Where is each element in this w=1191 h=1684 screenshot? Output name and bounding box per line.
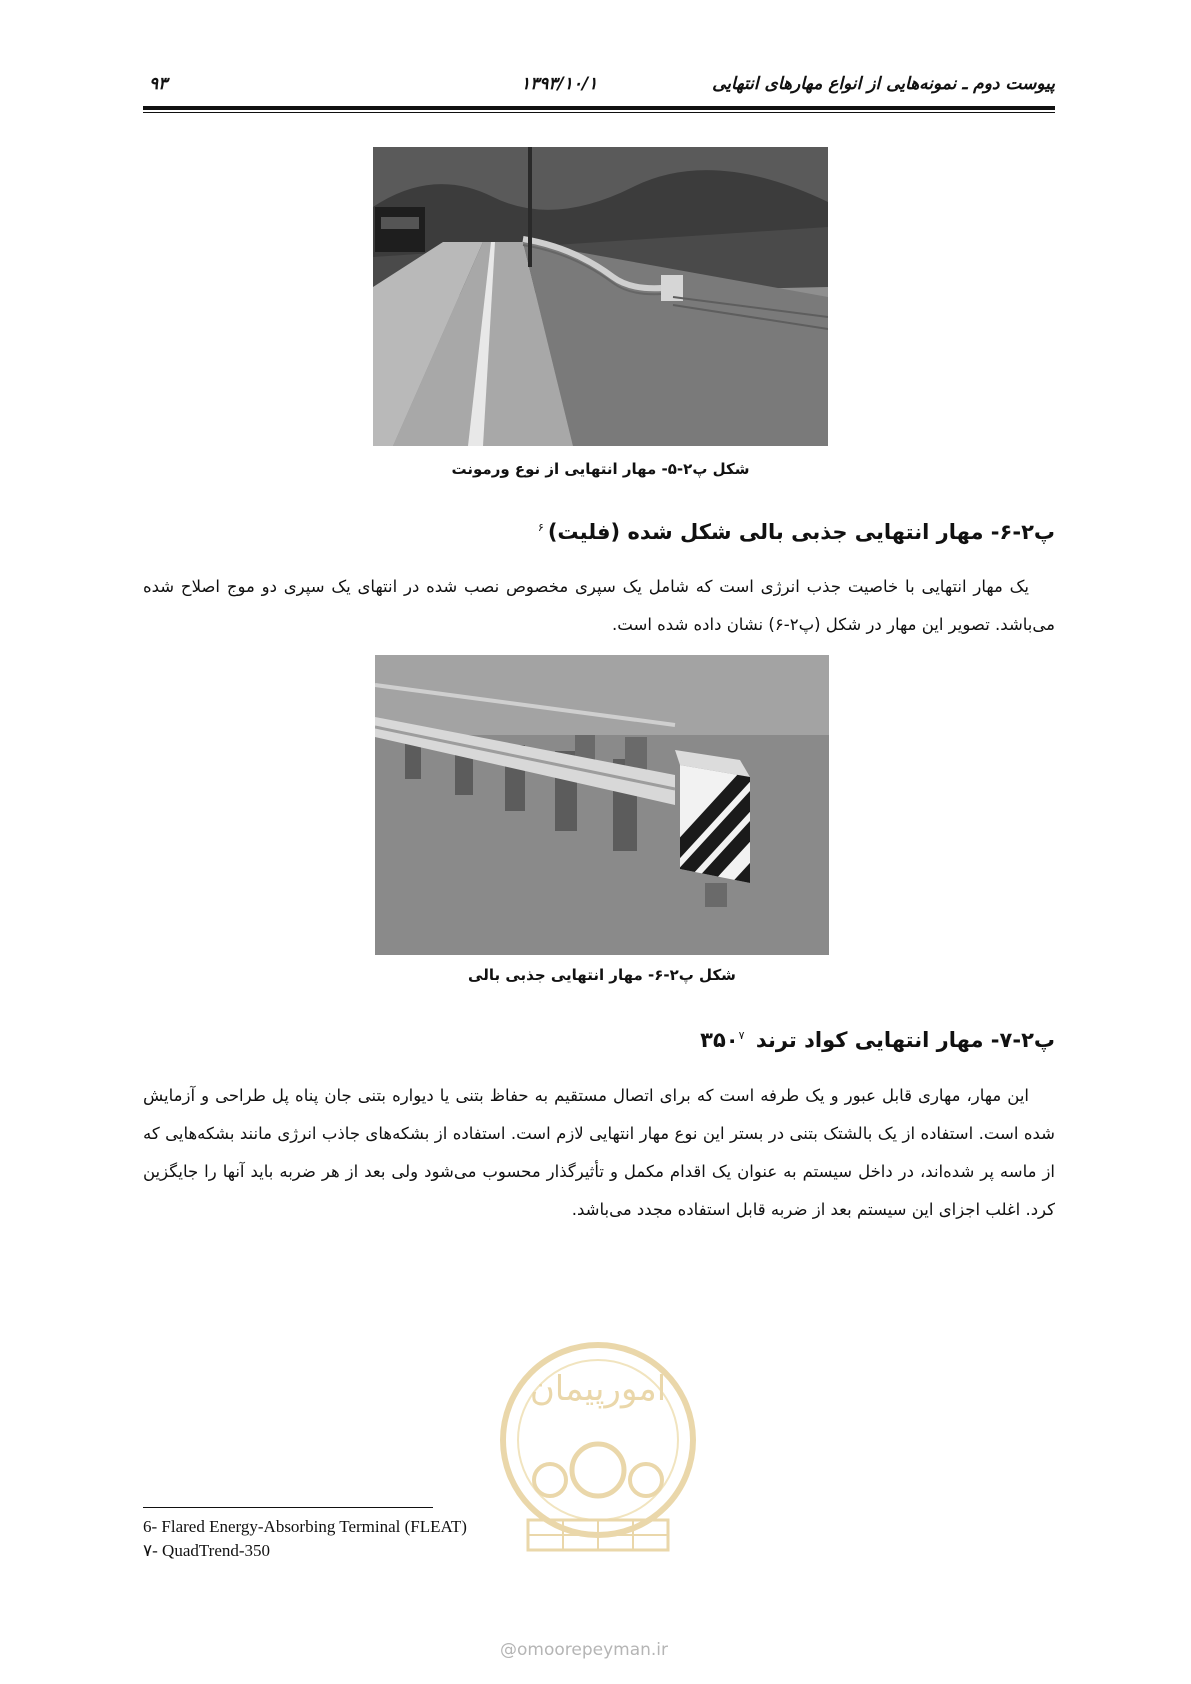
omoorepeyman-logo-watermark (488, 1330, 708, 1580)
section-6-paragraph: یک مهار انتهایی با خاصیت جذب انرژی است که شامل یک سپری مخصوص نصب شده در انتهای یک سپری دو موج اصلاح شده می‌باشد. تصویر این مهار در شکل (پ۲-۶) نشان داده شده است. (143, 577, 1055, 634)
section-7-heading (700, 1028, 1055, 1052)
header-rule-thick (143, 106, 1055, 110)
figure-2-caption: شکل پ۲-۶- مهار انتهایی جذبی بالی (468, 966, 736, 984)
figure-fleat-terminal-photo (375, 655, 829, 955)
page-header (143, 70, 1055, 106)
page-number: ۹۳ (149, 74, 168, 94)
section-6-heading-text: پ۲-۶- مهار انتهایی جذبی بالی شکل شده (فلیت) (547, 520, 1055, 544)
section-7-heading-text: پ۲-۷- مهار انتهایی کواد ترند ۳۵۰ (700, 1028, 1055, 1052)
figure-vermont-terminal-photo (373, 147, 828, 446)
vermont-terminal-illustration (373, 147, 828, 446)
watermark-site: @omoorepeyman.ir (500, 1640, 669, 1660)
logo-text: امورپیمان (529, 1369, 667, 1409)
footnote-ref-7: ۷ (738, 1029, 745, 1042)
header-title: پیوست دوم ـ نمونه‌هایی از انواع مهارهای انتهایی (712, 74, 1055, 94)
fleat-terminal-illustration (375, 655, 829, 955)
footnotes (143, 1515, 467, 1563)
header-date: ۱۳۹۳/۱۰/۱ (521, 74, 598, 94)
footnote-rule (143, 1507, 433, 1508)
section-7-paragraph: این مهار، مهاری قابل عبور و یک طرفه است که برای اتصال مستقیم به حفاظ بتنی یا دیواره بتنی جان پناه پل طراحی و آزمایش شده است. استفاده از یک بالشتک بتنی در بستر این نوع مهار انتهایی لازم است. استفاده از بشکه‌های جاذب انرژی مانند بشکه‌هایی که از ماسه پر شده‌اند، در داخل سیستم به عنوان یک اقدام مکمل و تأثیرگذار محسوب می‌شود ولی بعد از هر ضربه باید آنها را جایگزین کرد. اغلب اجزای این سیستم بعد از ضربه قابل استفاده مجدد می‌باشد. (143, 1086, 1055, 1219)
footnote-ref-6: ۶ (537, 521, 544, 534)
footnote-7: ٧- QuadTrend-350 (143, 1541, 271, 1560)
figure-1-caption: شکل پ۲-۵- مهار انتهایی از نوع ورمونت (451, 460, 750, 478)
section-6-heading (538, 520, 1055, 544)
footnote-6: 6- Flared Energy-Absorbing Terminal (FLEAT) (143, 1517, 467, 1536)
header-rule-thin (143, 112, 1055, 113)
